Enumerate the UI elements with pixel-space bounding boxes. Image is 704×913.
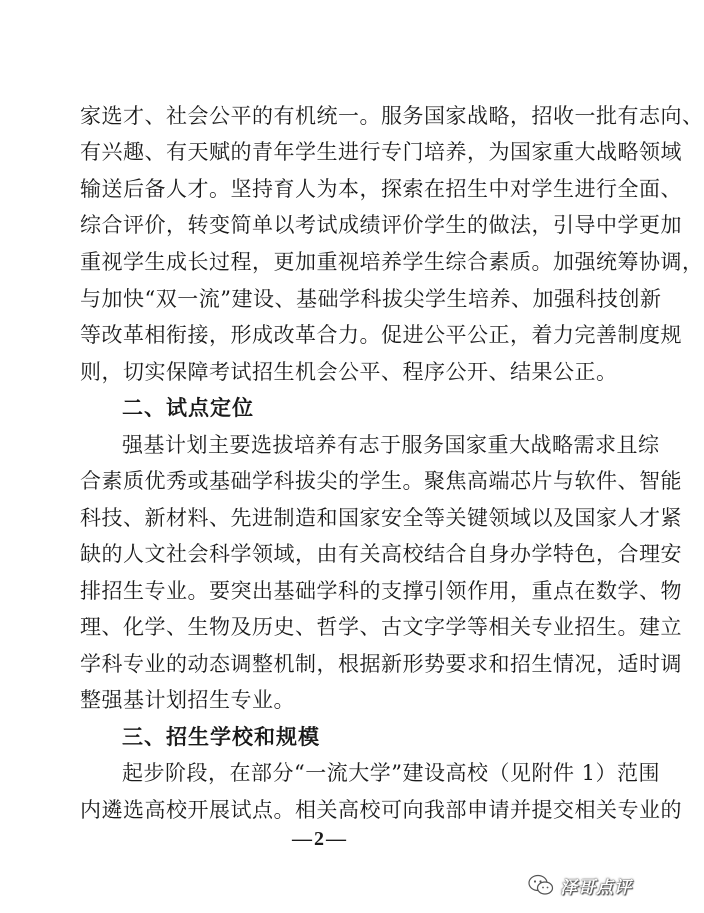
watermark-text: 泽哥点评 <box>560 877 632 898</box>
paragraph-line: 重视学生成长过程，更加重视培养学生综合素质。加强统筹协调， <box>80 250 704 274</box>
wechat-logo-icon <box>528 874 554 896</box>
watermark <box>528 872 632 898</box>
paragraph-line: 等改革相衔接，形成改革合力。促进公平公正，着力完善制度规 <box>80 323 682 347</box>
paragraph-line: 缺的人文社会科学领域，由有关高校结合自身办学特色，合理安 <box>80 542 682 566</box>
paragraph-line: 学科专业的动态调整机制，根据新形势要求和招生情况，适时调 <box>80 652 682 676</box>
paragraph-line: 则，切实保障考试招生机会公平、程序公开、结果公正。 <box>80 360 618 384</box>
section-heading-schools-scale: 三、招生学校和规模 <box>122 725 320 749</box>
paragraph-line: 整强基计划招生专业。 <box>80 688 295 712</box>
page-number: —2— <box>292 828 348 850</box>
paragraph-line: 起步阶段，在部分“一流大学”建设高校（见附件 1）范围 <box>122 761 661 785</box>
paragraph-line: 有兴趣、有天赋的青年学生进行专门培养，为国家重大战略领域 <box>80 140 682 164</box>
paragraph-line: 科技、新材料、先进制造和国家安全等关键领域以及国家人才紧 <box>80 506 682 530</box>
paragraph-line: 合素质优秀或基础学科拔尖的学生。聚焦高端芯片与软件、智能 <box>80 469 682 493</box>
paragraph-line: 与加快“双一流”建设、基础学科拔尖学生培养、加强科技创新 <box>80 287 662 311</box>
section-heading-positioning: 二、试点定位 <box>122 396 254 420</box>
paragraph-line: 综合评价，转变简单以考试成绩评价学生的做法，引导中学更加 <box>80 213 682 237</box>
paragraph-line: 排招生专业。要突出基础学科的支撑引领作用，重点在数学、物 <box>80 579 682 603</box>
paragraph-line: 内遴选高校开展试点。相关高校可向我部申请并提交相关专业的 <box>80 798 682 822</box>
paragraph-line: 强基计划主要选拔培养有志于服务国家重大战略需求且综 <box>122 433 660 457</box>
paragraph-line: 输送后备人才。坚持育人为本，探索在招生中对学生进行全面、 <box>80 177 682 201</box>
paragraph-line: 家选才、社会公平的有机统一。服务国家战略，招收一批有志向、 <box>80 104 704 128</box>
paragraph-line: 理、化学、生物及历史、哲学、古文字学等相关专业招生。建立 <box>80 615 682 639</box>
